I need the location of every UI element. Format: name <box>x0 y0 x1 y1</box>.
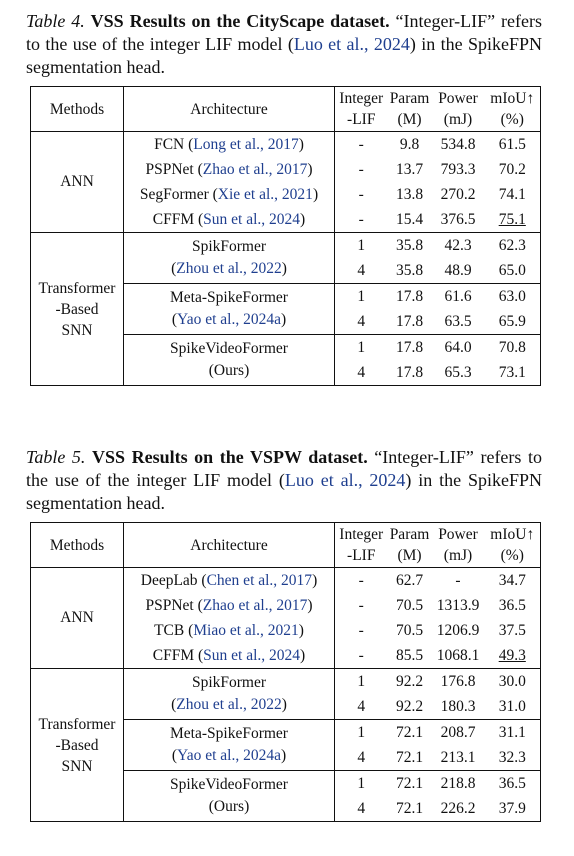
table5-arch-ours: SpikeVideoFormer (Ours) <box>124 771 335 822</box>
table5-cell-param: 92.2 <box>395 697 424 715</box>
table4-caption-title: VSS Results on the CityScape dataset. <box>90 11 390 31</box>
table5-caption-title: VSS Results on the VSPW dataset. <box>92 447 368 467</box>
table4-arch: Meta-SpikeFormer (Yao et al., 2024a) <box>124 284 335 335</box>
table4-arch: PSPNet (Zhao et al., 2017) <box>124 157 335 182</box>
table5-cell-power: 180.3 <box>440 697 476 715</box>
table5-cell-power: 1206.9 <box>436 621 480 639</box>
table5-cell-param: 72.1 <box>395 748 424 766</box>
table4-header-architecture: Architecture <box>124 87 335 132</box>
table4 <box>30 86 541 386</box>
table5-cell-int: 4 <box>357 697 366 715</box>
table4-caption-text-end: ) in the SpikeFPN segmentation head. <box>26 34 542 77</box>
table-row <box>31 233 541 259</box>
table4-caption-label: Table 4. <box>26 11 85 31</box>
table4-block <box>26 10 542 386</box>
table5-cell-power: - <box>455 571 461 589</box>
table4-method-snn: Transformer -Based SNN <box>31 233 124 386</box>
table4-cell-int: 4 <box>357 363 366 381</box>
table4-cell-miou: 61.5 <box>498 135 526 153</box>
table-row <box>31 669 541 695</box>
table4-cell-power: 793.3 <box>440 160 476 178</box>
table5-cell-power: 176.8 <box>440 672 476 690</box>
table4-cell-int: 1 <box>357 287 366 305</box>
table4-header-integer: Integer -LIF <box>339 90 384 128</box>
table5-cell-miou: 37.5 <box>498 621 526 639</box>
table5-caption-cite[interactable]: Luo et al., 2024 <box>284 470 406 490</box>
table4-cell-power: 65.3 <box>444 363 472 381</box>
table4-cell-int: - <box>358 135 364 153</box>
table5-cell-miou: 34.7 <box>498 571 526 589</box>
table4-header-row <box>31 87 541 132</box>
table4-method-ann: ANN <box>31 132 124 233</box>
table5-cell-int: 1 <box>357 672 366 690</box>
table5-cell-int: - <box>358 646 364 664</box>
table5-cell-int: 1 <box>357 723 366 741</box>
table4-cell-param: 9.8 <box>399 135 420 153</box>
table4-header-power: Power (mJ) <box>438 90 478 128</box>
table5-cell-int: - <box>358 621 364 639</box>
table5-cell-param: 70.5 <box>395 621 424 639</box>
table5-cell-param: 92.2 <box>395 672 424 690</box>
table4-cell-power: 42.3 <box>444 236 472 254</box>
table5-cell-param: 72.1 <box>395 723 424 741</box>
table4-cell-miou: 70.8 <box>498 338 526 356</box>
table5-caption-text: “Integer-LIF” refers to the use of the integer LIF model ( <box>26 447 542 490</box>
table4-cell-power: 48.9 <box>444 261 472 279</box>
table4-cell-miou: 74.1 <box>498 185 526 203</box>
table4-cell-power: 270.2 <box>440 185 476 203</box>
table5-method-snn: Transformer -Based SNN <box>31 669 124 822</box>
table5-cell-param: 62.7 <box>395 571 424 589</box>
table4-cell-int: - <box>358 160 364 178</box>
table5-header-row <box>31 523 541 568</box>
table4-cell-param: 13.8 <box>395 185 424 203</box>
table4-cell-miou: 65.0 <box>498 261 526 279</box>
table4-cell-power: 63.5 <box>444 312 472 330</box>
table4-arch: CFFM (Sun et al., 2024) <box>124 207 335 233</box>
table5-header-param: Param (M) <box>389 526 430 564</box>
table4-cell-param: 17.8 <box>395 363 424 381</box>
table4-cell-param: 15.4 <box>395 210 424 228</box>
table4-cell-param: 17.8 <box>395 338 424 356</box>
table5-caption <box>26 446 542 515</box>
table-row <box>31 568 541 594</box>
table-row <box>31 132 541 158</box>
table5-arch: PSPNet (Zhao et al., 2017) <box>124 593 335 618</box>
table5-cell-miou-best: 37.9 <box>498 799 526 817</box>
table4-cell-int: - <box>358 185 364 203</box>
table5-cell-miou: 32.3 <box>498 748 526 766</box>
table4-cell-int: 4 <box>357 312 366 330</box>
table5-cell-param: 70.5 <box>395 596 424 614</box>
table4-cell-param: 35.8 <box>395 261 424 279</box>
table4-cell-power: 534.8 <box>440 135 476 153</box>
table4-caption-cite[interactable]: Luo et al., 2024 <box>293 34 410 54</box>
table5-cell-param: 85.5 <box>395 646 424 664</box>
table4-cell-miou-best: 73.1 <box>498 363 526 381</box>
table4-cell-param: 17.8 <box>395 287 424 305</box>
table5-header-methods: Methods <box>31 523 124 568</box>
table4-cell-int: 4 <box>357 261 366 279</box>
table5-cell-power: 1068.1 <box>436 646 480 664</box>
table5-cell-int: 4 <box>357 799 366 817</box>
table5-header-miou: mIoU↑ (%) <box>490 526 535 564</box>
table4-cell-miou: 70.2 <box>498 160 526 178</box>
table4-caption-text: “Integer-LIF” refers to the use of the integer LIF model ( <box>26 11 542 54</box>
table5-cell-int: - <box>358 596 364 614</box>
table5-cell-power: 218.8 <box>440 774 476 792</box>
table5-cell-param: 72.1 <box>395 799 424 817</box>
table4-header-miou: mIoU↑ (%) <box>490 90 535 128</box>
table4-cell-miou: 65.9 <box>498 312 526 330</box>
table4-caption <box>26 10 542 79</box>
table4-header-param: Param (M) <box>389 90 430 128</box>
table4-cell-miou: 62.3 <box>498 236 526 254</box>
table4-arch: SegFormer (Xie et al., 2021) <box>124 182 335 207</box>
table4-cell-power: 376.5 <box>440 210 476 228</box>
table5-cell-miou: 31.1 <box>498 723 526 741</box>
table5-cell-miou: 31.0 <box>498 697 526 715</box>
table5-cell-power: 213.1 <box>440 748 476 766</box>
table5-cell-miou-second-best: 49.3 <box>498 646 526 664</box>
table5-cell-int: - <box>358 571 364 589</box>
table5-arch: Meta-SpikeFormer (Yao et al., 2024a) <box>124 720 335 771</box>
table5-cell-power: 208.7 <box>440 723 476 741</box>
table5-header-power: Power (mJ) <box>438 526 478 564</box>
table4-cell-miou: 63.0 <box>498 287 526 305</box>
table4-cell-power: 64.0 <box>444 338 472 356</box>
table4-header-methods: Methods <box>31 87 124 132</box>
table5-caption-label: Table 5. <box>26 447 86 467</box>
table4-cell-param: 17.8 <box>395 312 424 330</box>
table4-cell-int: - <box>358 210 364 228</box>
table5-header-integer: Integer -LIF <box>339 526 384 564</box>
table4-cell-miou-second-best: 75.1 <box>498 210 526 228</box>
table5-header-architecture: Architecture <box>124 523 335 568</box>
table5-method-ann: ANN <box>31 568 124 669</box>
table5-cell-miou: 36.5 <box>498 774 526 792</box>
table4-arch: SpikFormer (Zhou et al., 2022) <box>124 233 335 284</box>
table5-cell-power: 1313.9 <box>436 596 480 614</box>
table5-cell-int: 4 <box>357 748 366 766</box>
table5-cell-param: 72.1 <box>395 774 424 792</box>
table4-cell-int: 1 <box>357 236 366 254</box>
table5-arch: TCB (Miao et al., 2021) <box>124 618 335 643</box>
table4-arch: FCN (Long et al., 2017) <box>124 132 335 158</box>
table4-cell-int: 1 <box>357 338 366 356</box>
table5-cell-miou: 30.0 <box>498 672 526 690</box>
table4-arch-ours: SpikeVideoFormer (Ours) <box>124 335 335 386</box>
table5 <box>30 522 541 822</box>
table5-cell-power: 226.2 <box>440 799 476 817</box>
table5-arch: CFFM (Sun et al., 2024) <box>124 643 335 669</box>
table4-cell-param: 35.8 <box>395 236 424 254</box>
table5-arch: DeepLab (Chen et al., 2017) <box>124 568 335 594</box>
table5-cell-int: 1 <box>357 774 366 792</box>
table4-cell-param: 13.7 <box>395 160 424 178</box>
table5-cell-miou: 36.5 <box>498 596 526 614</box>
table5-arch: SpikFormer (Zhou et al., 2022) <box>124 669 335 720</box>
table5-caption-text-end: ) in the SpikeFPN segmentation head. <box>26 470 542 513</box>
table5-block <box>26 446 542 822</box>
table4-cell-power: 61.6 <box>444 287 472 305</box>
